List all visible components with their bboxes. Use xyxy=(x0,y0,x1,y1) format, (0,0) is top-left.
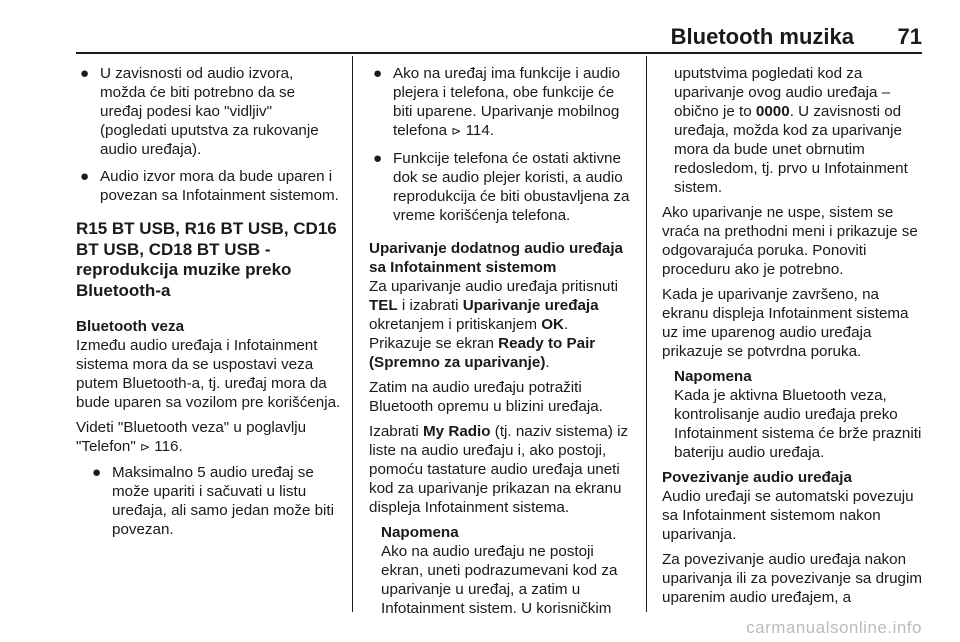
paragraph: Zatim na audio uređaju potražiti Bluetooth opremu u blizini uređaja. xyxy=(369,379,603,415)
list-item: ● Funkcije telefona će ostati aktivne dok se audio plejer koristi, a audio reprodukcija će biti obustavljena za vreme korišćenja telefona. xyxy=(373,150,630,224)
bullet-dot-icon: ● xyxy=(80,65,90,82)
paragraph: Između audio uređaja i Infotainment sistema mora da se uspostavi veza putem Bluetooth-a, tj. uređaj mora da bude uparen sa vozilom pre korišćenja. xyxy=(76,337,341,411)
bullet-dot-icon: ● xyxy=(373,65,383,82)
column-divider-1 xyxy=(352,56,353,612)
paragraph: Ako uparivanje ne uspe, sistem se vraća na prethodni meni i prikazuje se odgovarajuća poruka. Ponoviti proceduru ako je potrebno. xyxy=(662,204,918,278)
paragraph: Videti "Bluetooth veza" u poglavlju "Telefon" ⊳ 116. xyxy=(76,419,307,455)
note-box xyxy=(381,523,633,618)
note-text: Kada je aktivna Bluetooth veza, kontrolisanje audio uređaja preko Infotainment sistema će brže prazniti bateriju audio uređaja. xyxy=(674,387,922,461)
bullet-dot-icon: ● xyxy=(92,464,102,481)
note-box xyxy=(674,367,927,462)
column-2 xyxy=(369,64,633,624)
paragraph: Za uparivanje audio uređaja pritisnuti TEL i izabrati Uparivanje uređaja okretanjem i pritiskanjem OK. Prikazuje se ekran Ready to Pair (Spremno za uparivanje). xyxy=(369,278,619,371)
subsection-heading: Uparivanje dodatnog audio uređaja sa Infotainment sistemom xyxy=(369,240,624,276)
paragraph: uputstvima pogledati kod za uparivanje ovog audio uređaja – obično je to 0000. U zavisnosti od uređaja, možda kod za uparivanje mora da bude unet obrnutim redosledom, tj. prvo u Infotainment sistem. xyxy=(674,65,908,196)
bullet-dot-icon: ● xyxy=(373,150,383,167)
page-header-title: Bluetooth muzika xyxy=(670,24,854,49)
note-title: Napomena xyxy=(381,524,459,541)
subsection-heading: Povezivanje audio uređaja xyxy=(662,469,852,486)
column-divider-2 xyxy=(646,56,647,612)
paragraph: Izabrati My Radio (tj. naziv sistema) iz liste na audio uređaju i, ako postoji, pomoću tastature audio uređaja uneti kod za uparivanje prikazan na ekranu displeja Infotainment sistema. xyxy=(369,423,629,516)
list-item: ● Audio izvor mora da bude uparen i povezan sa Infotainment sistemom. xyxy=(80,168,339,204)
note-title: Napomena xyxy=(674,368,752,385)
page-ref-arrow-icon: ⊳ xyxy=(139,440,151,454)
page-ref-arrow-icon: ⊳ xyxy=(451,124,462,138)
page-number: 71 xyxy=(897,24,922,49)
section-heading: R15 BT USB, R16 BT USB, CD16 BT USB, CD18 BT USB - reprodukcija muzike preko Bluetooth-a xyxy=(76,219,337,300)
subsection-heading: Bluetooth veza xyxy=(76,318,185,335)
list-item: ● U zavisnosti od audio izvora, možda će biti potrebno da se uređaj podesi kao "vidljiv" (pogledati uputstva za rukovanje audio uređaja). xyxy=(80,65,319,158)
paragraph: Za povezivanje audio uređaja nakon uparivanja ili za povezivanje sa drugim uparenim audio uređajem, a xyxy=(662,551,923,606)
list-item: ● Maksimalno 5 audio uređaj se može upariti i sačuvati u listu uređaja, ali samo jedan može biti povezan. xyxy=(92,464,335,538)
paragraph: Kada je uparivanje završeno, na ekranu displeja Infotainment sistema uz ime uparenog audio uređaja prikazuje se potvrdna poruka. xyxy=(662,286,909,360)
watermark: carmanualsonline.info xyxy=(746,618,922,637)
bullet-dot-icon: ● xyxy=(80,168,90,185)
header-rule xyxy=(76,52,922,54)
paragraph: Audio uređaji se automatski povezuju sa Infotainment sistemom nakon uparivanja. xyxy=(662,488,914,543)
note-text: Ako na audio uređaju ne postoji ekran, uneti podrazumevani kod za uparivanje u uređaj, a zatim u Infotainment sistem. U korisničkim xyxy=(381,543,618,617)
list-item: ● Ako na uređaj ima funkcije i audio plejera i telefona, obe funkcije će biti uparene. Uparivanje mobilnog telefona ⊳ 114. xyxy=(373,65,621,139)
column-1 xyxy=(76,64,341,547)
column-3 xyxy=(662,64,927,613)
